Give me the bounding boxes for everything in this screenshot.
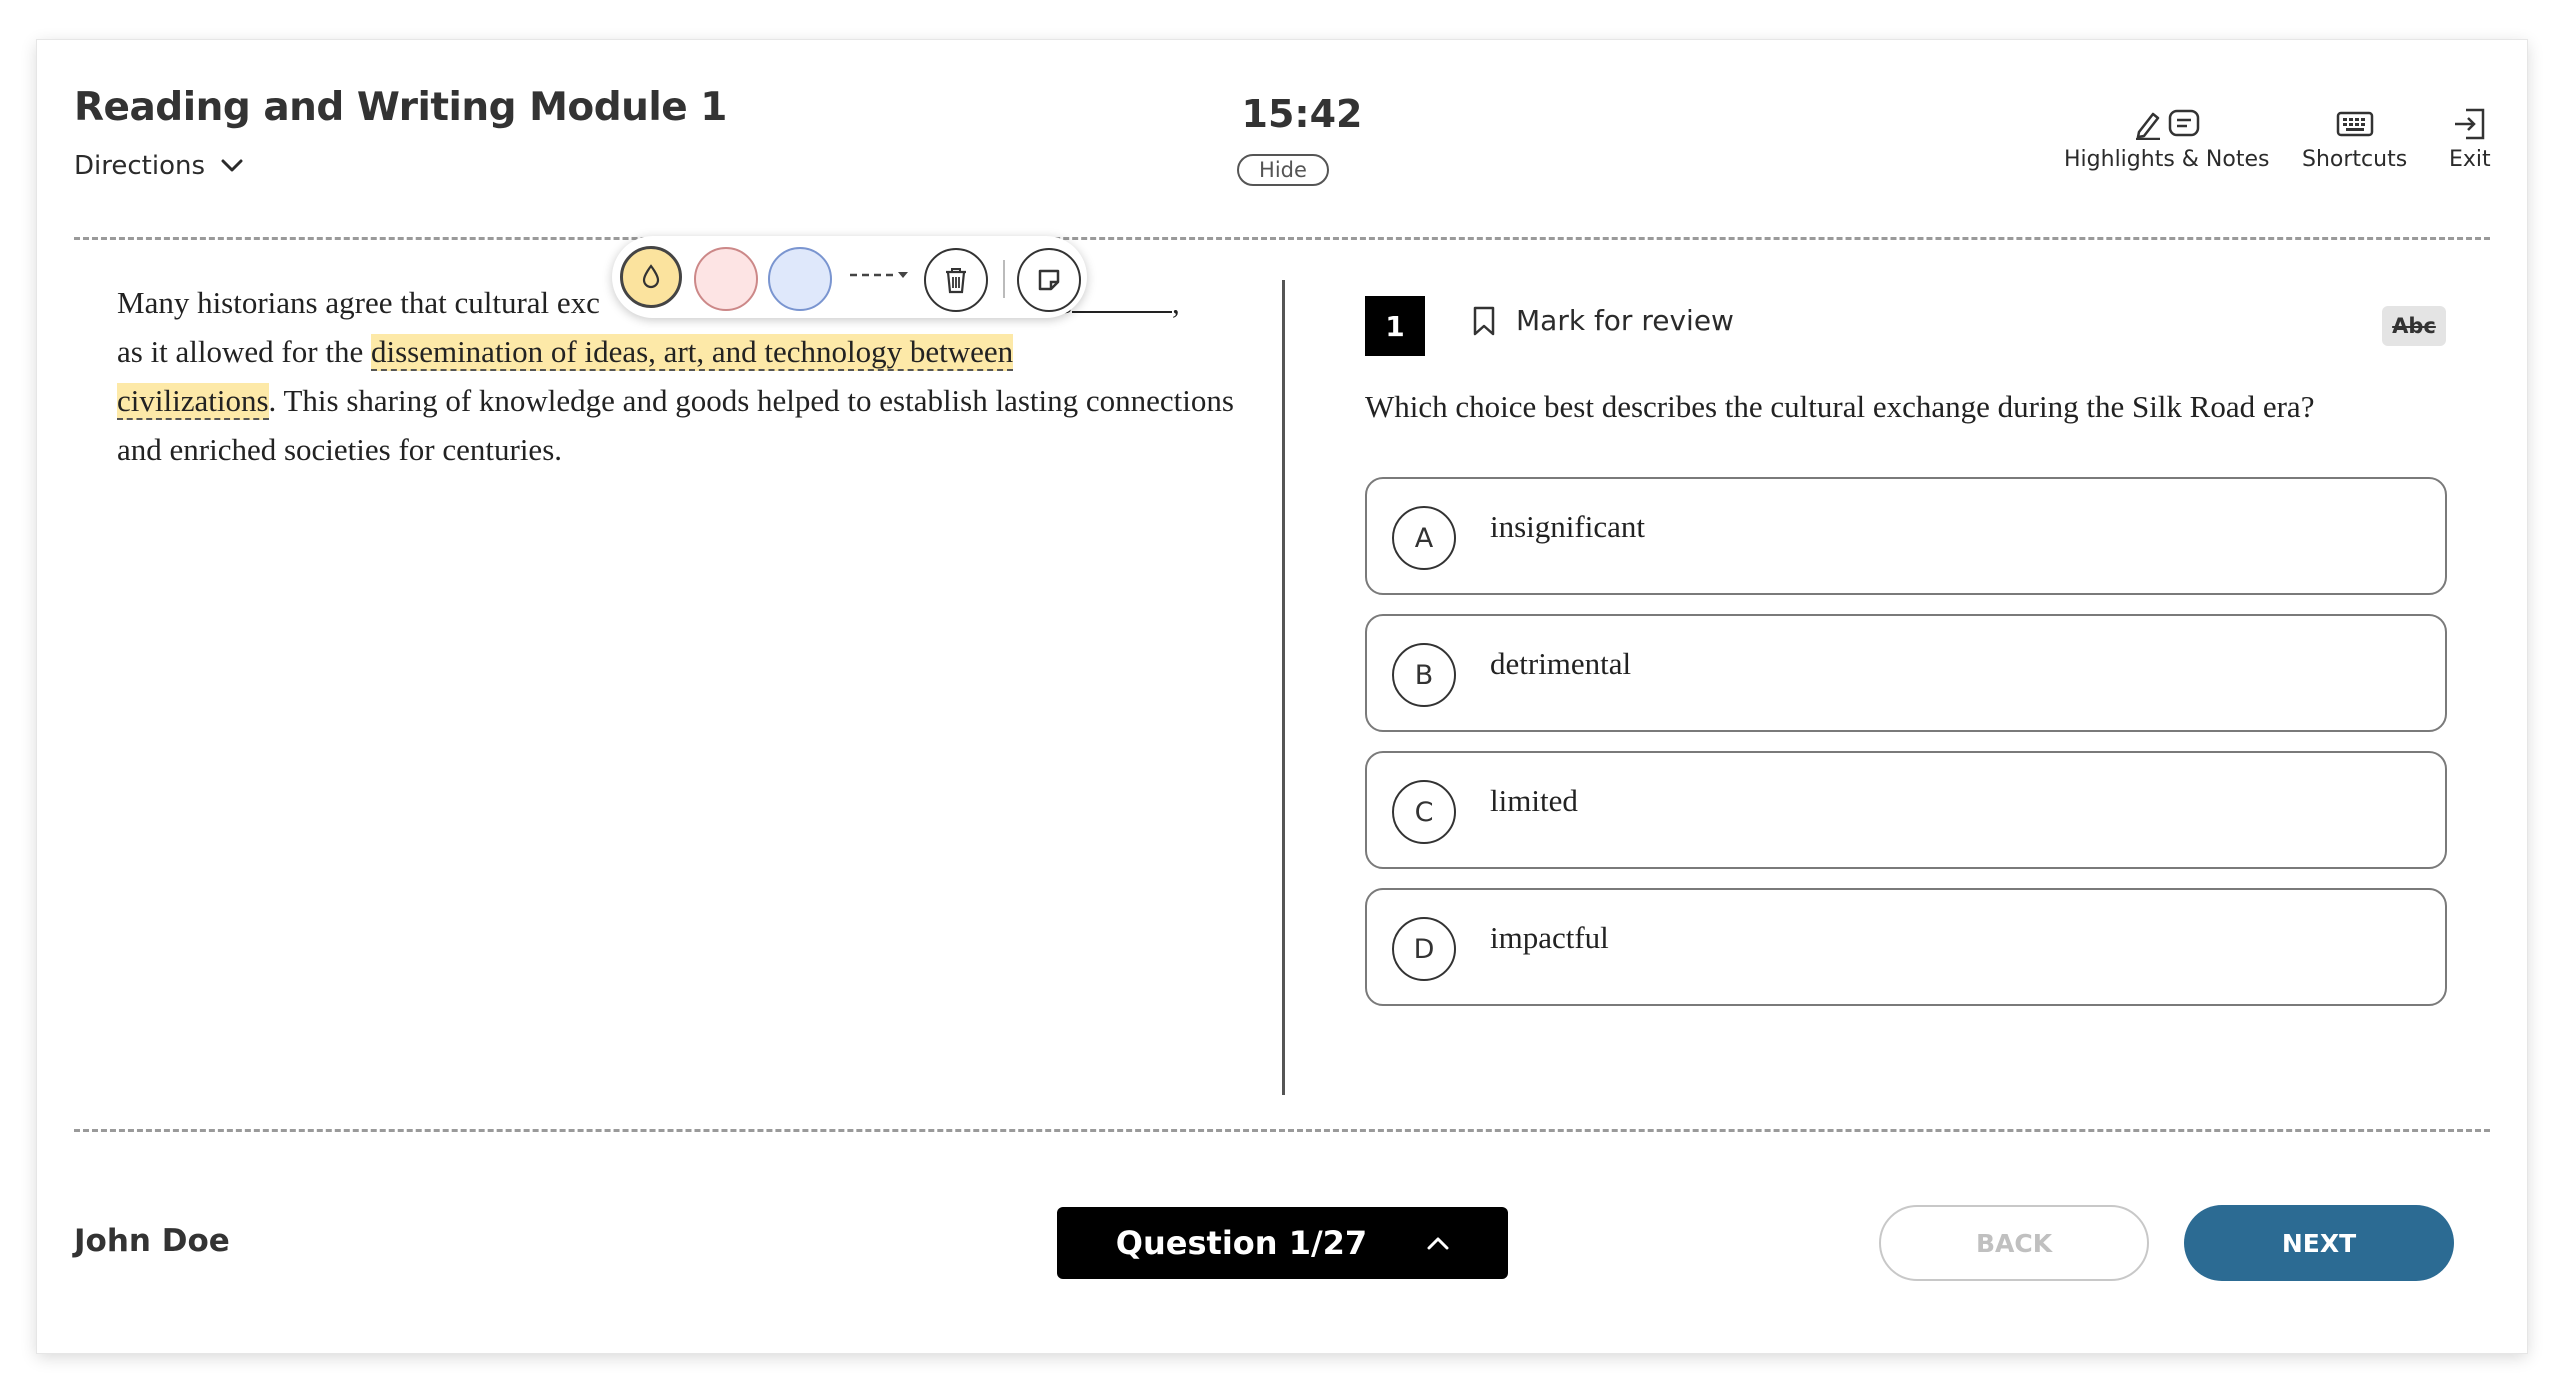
- chevron-down-icon: [221, 159, 243, 173]
- keyboard-icon: [2336, 110, 2374, 138]
- exit-button[interactable]: [2449, 105, 2491, 172]
- passage-segment: as it allowed for the: [117, 334, 371, 369]
- question-text: Which choice best describes the cultural exchange during the Silk Road era?: [1365, 389, 2315, 424]
- choice-text: insignificant: [1490, 509, 1645, 544]
- choice-text: limited: [1490, 783, 1578, 818]
- shortcuts-button[interactable]: [2302, 105, 2407, 172]
- answer-eliminator-button[interactable]: Abc: [2382, 306, 2446, 346]
- question-nav-label: Question 1/27: [1115, 1224, 1368, 1262]
- answer-choice-a[interactable]: [1365, 477, 2447, 595]
- underline-dashes-icon[interactable]: [848, 264, 910, 286]
- toolbar-separator: [1003, 260, 1005, 298]
- mark-review-label: Mark for review: [1516, 304, 1734, 337]
- passage-segment: ,: [1172, 285, 1180, 320]
- note-icon: [1036, 267, 1062, 293]
- answer-choice-d[interactable]: [1365, 888, 2447, 1006]
- exam-card: [37, 40, 2527, 1353]
- footer-divider: [74, 1129, 2490, 1132]
- header-divider: [74, 237, 2490, 240]
- question-navigator-button[interactable]: [1057, 1207, 1508, 1279]
- highlights-notes-button[interactable]: [2064, 105, 2269, 172]
- highlight-toolbar: [612, 236, 1087, 318]
- chevron-up-icon: [1427, 1236, 1449, 1250]
- choice-letter: A: [1392, 506, 1456, 570]
- mark-for-review-button[interactable]: [1472, 304, 1734, 337]
- back-button[interactable]: BACK: [1879, 1205, 2149, 1281]
- hide-timer-button[interactable]: Hide: [1237, 154, 1329, 186]
- highlight-color-yellow[interactable]: [620, 246, 682, 308]
- exit-icon: [2452, 106, 2488, 142]
- highlight-color-blue[interactable]: [768, 247, 832, 311]
- answer-choice-c[interactable]: [1365, 751, 2447, 869]
- exit-label: Exit: [2449, 147, 2491, 172]
- answer-choice-b[interactable]: [1365, 614, 2447, 732]
- droplet-icon: [641, 264, 661, 290]
- user-name: John Doe: [74, 1223, 230, 1259]
- passage-segment: Many historians agree that cultural exc: [117, 285, 600, 320]
- question-number: 1: [1365, 296, 1425, 356]
- answer-blank: [1072, 287, 1172, 313]
- add-note-button[interactable]: [1017, 248, 1081, 312]
- directions-toggle[interactable]: [74, 151, 243, 181]
- pane-divider[interactable]: [1282, 280, 1285, 1095]
- highlighted-text[interactable]: civilizations: [117, 383, 269, 418]
- next-button[interactable]: NEXT: [2184, 1205, 2454, 1281]
- pencil-icon: [2133, 108, 2163, 140]
- highlights-notes-label: Highlights & Notes: [2064, 147, 2270, 172]
- highlight-color-pink[interactable]: [694, 247, 758, 311]
- highlighted-text[interactable]: dissemination of ideas, art, and technology between: [370, 334, 1014, 369]
- shortcuts-label: Shortcuts: [2302, 147, 2408, 172]
- choice-letter: B: [1392, 643, 1456, 707]
- timer: 15:42: [1241, 92, 1363, 136]
- module-title: Reading and Writing Module 1: [74, 85, 727, 130]
- choice-text: impactful: [1490, 920, 1609, 955]
- trash-icon: [944, 266, 968, 294]
- passage-segment: . This sharing of knowledge and goods helped to establish lasting connections and enriched societies for centuries.: [117, 383, 1234, 467]
- choice-letter: C: [1392, 780, 1456, 844]
- choice-letter: D: [1392, 917, 1456, 981]
- bookmark-icon: [1472, 305, 1496, 337]
- choice-text: detrimental: [1490, 646, 1632, 681]
- directions-label: Directions: [74, 151, 206, 181]
- note-icon: [2167, 108, 2201, 140]
- delete-highlight-button[interactable]: [924, 248, 988, 312]
